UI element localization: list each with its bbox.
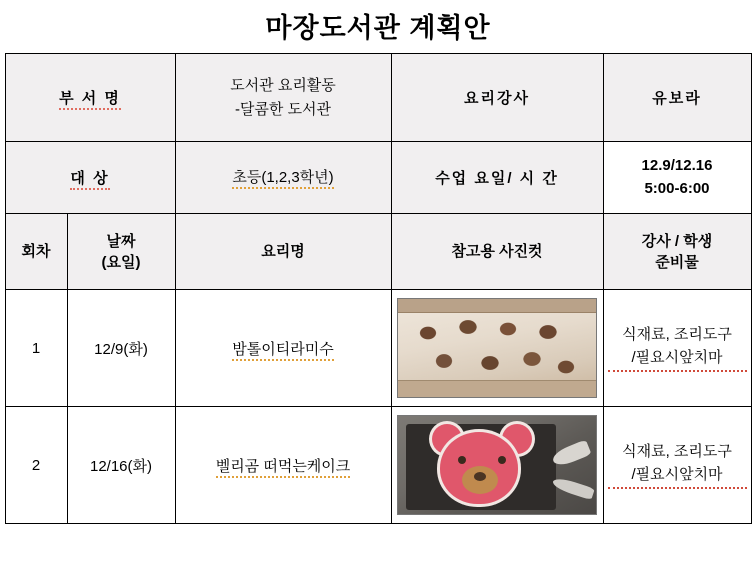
bear-nose [474,472,486,481]
session-number: 2 [5,407,67,524]
spoon-icon [550,439,591,468]
schedule-time: 5:00-6:00 [644,179,710,197]
photo-cell [391,290,603,407]
spoon-icon [551,476,595,500]
target-label-text: 대 상 [70,170,109,190]
table-row-department [5,54,751,142]
col-header-date-line2: (요일) [101,253,141,271]
session-number: 1 [5,290,67,407]
photo-cell [391,407,603,524]
table-header-row [5,214,751,290]
bear-eye-right [498,456,506,464]
instructor-label: 요리강사 [391,54,603,142]
prep-materials [603,407,751,524]
session-date: 12/16(화) [67,407,175,524]
col-header-session: 회차 [5,214,67,290]
col-header-photo: 참고용 사진컷 [391,214,603,290]
page-title: 마장도서관 계획안 [265,13,491,43]
col-header-dish: 요리명 [175,214,391,290]
dish-name-text: 밤톨이티라미수 [232,341,333,361]
table-row [5,290,751,407]
col-header-date [67,214,175,290]
target-value-text: 초등(1,2,3학년) [232,169,333,189]
prep-materials-line1: 식재료, 조리도구 [622,326,732,343]
schedule-label [391,142,603,214]
prep-materials [603,290,751,407]
instructor-name: 유보라 [603,54,751,142]
target-label [5,142,175,214]
department-value-line1: 도서관 요리활동 [230,77,336,95]
bear-eye-left [458,456,466,464]
tiramisu-box-photo [397,298,597,398]
target-value [175,142,391,214]
session-date: 12/9(화) [67,290,175,407]
table-row [5,407,751,524]
department-value-line2: -달콤한 도서관 [234,100,332,118]
department-label [5,54,175,142]
table-row-target [5,142,751,214]
plan-table [5,53,752,524]
department-label-text: 부 서 명 [59,90,121,110]
col-header-prep [603,214,751,290]
prep-materials-line1: 식재료, 조리도구 [622,443,732,460]
department-value [175,54,391,142]
col-header-prep-line2: 준비물 [655,253,699,271]
col-header-prep-line1: 강사 / 학생 [641,232,713,250]
schedule-label-line1: 수업 요일/ [435,170,514,187]
dish-name [175,407,391,524]
prep-materials-line2: /필요시앞치마 [608,347,747,373]
dish-name [175,290,391,407]
col-header-date-line1: 날짜 [106,232,136,250]
schedule-date: 12.9/12.16 [641,157,713,174]
schedule-value [603,142,751,214]
dish-name-text: 벨리곰 떠먹는케이크 [216,458,351,478]
bear-cake-photo [397,415,597,515]
prep-materials-line2: /필요시앞치마 [608,464,747,490]
schedule-label-line2: 시 간 [519,170,559,187]
